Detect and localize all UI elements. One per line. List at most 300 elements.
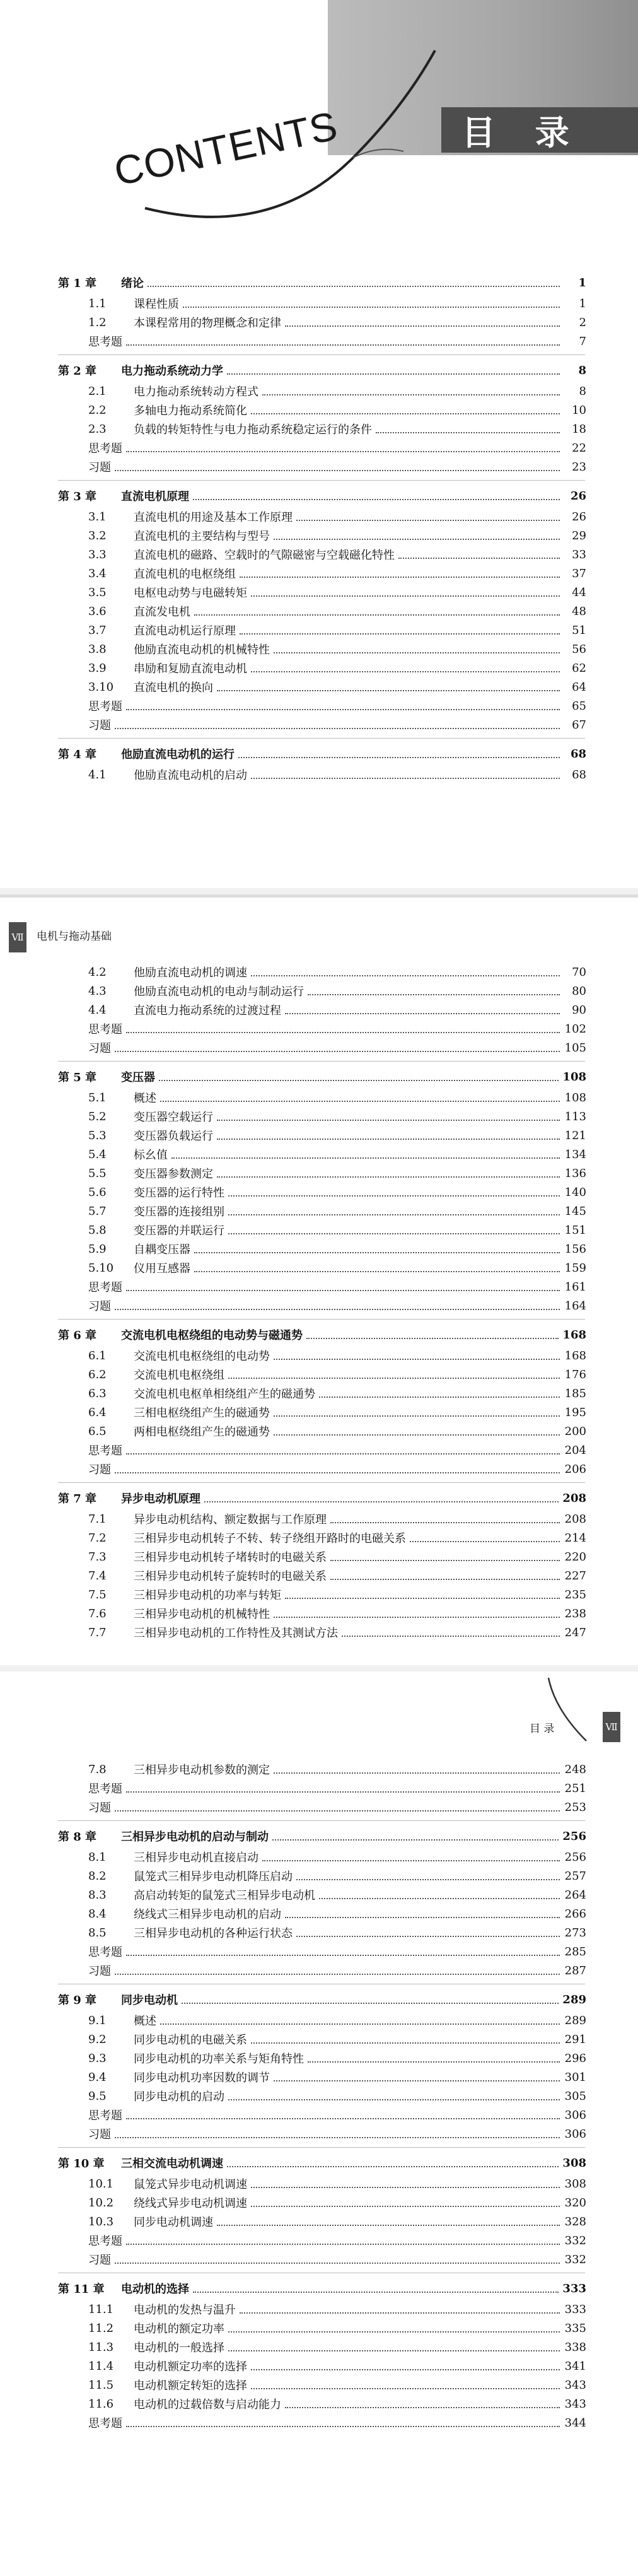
toc-number: 6.1 — [88, 1349, 107, 1362]
toc-title: 习题 — [88, 2254, 111, 2267]
toc-number: 4.2 — [88, 965, 107, 979]
toc-chapter-row[interactable] — [0, 1323, 638, 1346]
leader-dots — [238, 757, 560, 758]
leader-dots — [296, 520, 560, 521]
toc-title: 异步电动机原理 — [121, 1492, 200, 1506]
toc-section-row[interactable] — [0, 1623, 638, 1642]
toc-chapter-row[interactable] — [0, 1825, 638, 1847]
toc-section-row[interactable] — [0, 313, 638, 332]
toc-section-row[interactable] — [0, 526, 638, 545]
toc-title: 他励直流电动机的电动与制动运行 — [134, 985, 304, 998]
toc-chapter-row[interactable] — [0, 484, 638, 507]
leader-dots — [183, 307, 560, 308]
toc-section-row[interactable] — [0, 1547, 638, 1566]
leader-dots — [296, 1879, 560, 1880]
toc-section-row[interactable] — [0, 1145, 638, 1164]
toc-title: 同步电动机的启动 — [134, 2090, 224, 2104]
toc-page-number: 136 — [564, 1166, 586, 1180]
toc-title: 习题 — [88, 1300, 111, 1313]
leader-dots — [126, 2118, 560, 2119]
toc-title: 变压器的运行特性 — [134, 1186, 224, 1200]
toc-number: 3.6 — [88, 604, 107, 618]
leader-dots — [306, 1338, 559, 1339]
toc-page-number: 10 — [572, 403, 586, 417]
leader-dots — [398, 558, 560, 559]
toc-page-number: 335 — [564, 2321, 586, 2335]
toc-title: 变压器的连接组别 — [134, 1205, 224, 1219]
toc-number: 11.3 — [88, 2340, 114, 2354]
leader-dots — [126, 1955, 560, 1956]
toc-title: 直流发电机 — [134, 606, 190, 619]
toc-number: 9.1 — [88, 2013, 107, 2027]
leader-dots — [285, 1598, 560, 1599]
toc-section-row[interactable] — [0, 1904, 638, 1923]
leader-dots — [115, 1051, 560, 1052]
toc-title: 思考题 — [88, 1783, 122, 1796]
toc-number: 1.1 — [88, 296, 107, 310]
toc-title: 本课程常用的物理概念和定律 — [134, 317, 281, 330]
toc-exercise-row[interactable] — [0, 715, 638, 734]
toc-section-row[interactable] — [0, 1346, 638, 1365]
toc-number: 5.1 — [88, 1091, 107, 1104]
toc-title: 三相电枢绕组产生的磁通势 — [134, 1407, 270, 1420]
toc-section-row[interactable] — [0, 2319, 638, 2338]
toc-number: 第 11 章 — [58, 2283, 105, 2296]
toc-section-row[interactable] — [0, 583, 638, 602]
toc-section-row[interactable] — [0, 2356, 638, 2375]
toc-title: 他励直流电动机的机械特性 — [134, 643, 270, 657]
toc-page-number: 328 — [564, 2215, 586, 2228]
toc-section-row[interactable] — [0, 1509, 638, 1528]
toc-number: 9.2 — [88, 2032, 107, 2046]
toc-page-number: 37 — [572, 566, 586, 580]
toc-page-number: 145 — [564, 1204, 586, 1218]
toc-title: 三相异步电动机直接启动 — [134, 1851, 258, 1865]
toc-page-number: 8 — [578, 363, 586, 377]
toc-section-row[interactable] — [0, 2300, 638, 2319]
leader-dots — [204, 1501, 559, 1502]
toc-page-number: 289 — [564, 2013, 586, 2027]
leader-dots — [272, 1839, 559, 1841]
toc-section-row[interactable] — [0, 621, 638, 640]
toc-title: 思考题 — [88, 1946, 122, 1959]
toc-page-number: 343 — [564, 2397, 586, 2411]
toc-section-row[interactable] — [0, 1604, 638, 1623]
page-roman-tab: Ⅶ — [9, 922, 26, 952]
toc-number: 3.1 — [88, 510, 107, 524]
leader-dots — [251, 975, 560, 976]
toc-page-number: 308 — [562, 2156, 586, 2170]
toc-page-number: 343 — [564, 2378, 586, 2392]
toc-page-number: 121 — [564, 1128, 586, 1142]
leader-dots — [217, 1139, 560, 1140]
toc-number: 4.1 — [88, 768, 107, 782]
toc-page-number: 266 — [564, 1907, 586, 1921]
toc-chapter-row[interactable] — [0, 1988, 638, 2011]
leader-dots — [240, 633, 560, 635]
toc-number: 5.9 — [88, 1242, 107, 1256]
toc-page-number: 238 — [564, 1607, 586, 1620]
toc-page-number: 168 — [562, 1328, 586, 1342]
toc-number: 10.3 — [88, 2215, 114, 2228]
toc-page-number: 220 — [564, 1550, 586, 1564]
leader-dots — [115, 1472, 560, 1473]
toc-exercise-row[interactable] — [0, 1296, 638, 1315]
toc-chapter-row[interactable] — [0, 742, 638, 765]
toc-page-1 — [0, 0, 638, 894]
toc-number: 8.3 — [88, 1888, 107, 1902]
toc-title: 三相异步电动机转子不转、转子绕组开路时的电磁关系 — [134, 1532, 406, 1545]
leader-dots — [217, 2225, 560, 2226]
toc-section-row[interactable] — [0, 507, 638, 526]
toc-page-number: 108 — [562, 1070, 586, 1084]
toc-title: 同步电动机 — [121, 1994, 178, 2007]
toc-exercise-row[interactable] — [0, 1942, 638, 1961]
toc-title: 同步电动机的功率关系与矩角特性 — [134, 2052, 304, 2066]
toc-page-number: 235 — [564, 1588, 586, 1601]
toc-title: 仪用互感器 — [134, 1262, 190, 1275]
leader-dots — [285, 1917, 560, 1918]
toc-title: 电力拖动系统转动方程式 — [134, 385, 258, 399]
toc-section-row[interactable] — [0, 1866, 638, 1885]
toc-chapter-row[interactable] — [0, 359, 638, 382]
toc-section-row[interactable] — [0, 1164, 638, 1183]
toc-page-number: 248 — [564, 1762, 586, 1776]
page-title: 目 录 — [461, 113, 583, 153]
toc-section-row[interactable] — [0, 1183, 638, 1202]
toc-number: 11.5 — [88, 2378, 114, 2392]
toc-exercise-row[interactable] — [0, 2105, 638, 2124]
toc-title: 电动机的过载倍数与启动能力 — [134, 2398, 281, 2411]
toc-section-row[interactable] — [0, 1107, 638, 1126]
toc-section-row[interactable] — [0, 2193, 638, 2212]
toc-number: 10.1 — [88, 2177, 114, 2191]
toc-exercise-row[interactable] — [0, 1779, 638, 1798]
toc-exercise-row[interactable] — [0, 1798, 638, 1817]
toc-section-row[interactable] — [0, 981, 638, 1000]
toc-page-number: 68 — [570, 747, 586, 761]
toc-chapter-row[interactable] — [0, 1487, 638, 1509]
toc-page-number: 26 — [570, 489, 586, 503]
toc-section-row[interactable] — [0, 545, 638, 564]
leader-dots — [262, 1860, 560, 1861]
toc-page-number: 1 — [579, 296, 586, 310]
toc-section-row[interactable] — [0, 765, 638, 784]
toc-page-number: 151 — [564, 1223, 586, 1237]
section-divider — [58, 1061, 585, 1062]
toc-number: 6.5 — [88, 1424, 107, 1438]
toc-title: 电动机额定转矩的选择 — [134, 2379, 247, 2392]
toc-section-row[interactable] — [0, 1422, 638, 1441]
toc-section-row[interactable] — [0, 659, 638, 677]
leader-dots — [126, 1290, 560, 1291]
leader-dots — [217, 690, 560, 691]
toc-number: 8.1 — [88, 1850, 107, 1864]
toc-title: 直流电力拖动系统的过渡过程 — [134, 1004, 281, 1017]
toc-page-number: 18 — [572, 422, 586, 436]
toc-title: 习题 — [88, 2128, 111, 2141]
leader-dots — [148, 286, 560, 287]
toc-page-number: 56 — [572, 642, 586, 656]
toc-section-row[interactable] — [0, 1847, 638, 1866]
leader-dots — [228, 2331, 560, 2333]
toc-number: 3.9 — [88, 661, 107, 675]
toc-exercise-row[interactable] — [0, 1460, 638, 1478]
toc-page-number: 333 — [562, 2281, 586, 2295]
toc-page-number: 338 — [564, 2340, 586, 2354]
toc-page-number: 256 — [562, 1829, 586, 1843]
toc-section-row[interactable] — [0, 2049, 638, 2068]
toc-title: 三相异步电动机的功率与转矩 — [134, 1589, 281, 1602]
leader-dots — [115, 1309, 560, 1310]
toc-title: 电动机的额定功率 — [134, 2322, 224, 2336]
leader-dots — [115, 470, 560, 471]
toc-exercise-row[interactable] — [0, 438, 638, 457]
toc-page-number: 168 — [564, 1349, 586, 1362]
toc-title: 同步电动机的电磁关系 — [134, 2034, 247, 2047]
toc-section-row[interactable] — [0, 401, 638, 419]
toc-section-row[interactable] — [0, 1384, 638, 1403]
toc-number: 3.4 — [88, 566, 107, 580]
leader-dots — [115, 2263, 560, 2264]
toc-section-row[interactable] — [0, 1885, 638, 1904]
toc-page-number: 68 — [572, 768, 586, 782]
toc-exercise-row[interactable] — [0, 2231, 638, 2250]
toc-page-number: 296 — [564, 2051, 586, 2065]
toc-page-number: 161 — [564, 1280, 586, 1294]
leader-dots — [296, 1936, 560, 1937]
toc-number: 4.3 — [88, 984, 107, 998]
toc-exercise-row[interactable] — [0, 1038, 638, 1057]
toc-page-number: 332 — [564, 2252, 586, 2266]
toc-section-row[interactable] — [0, 2212, 638, 2231]
toc-page-number: 102 — [564, 1022, 586, 1036]
toc-page-number: 105 — [564, 1041, 586, 1055]
toc-title: 绕线式异步电动机调速 — [134, 2197, 247, 2210]
toc-section-row[interactable] — [0, 1000, 638, 1019]
toc-chapter-row[interactable] — [0, 2152, 638, 2174]
toc-title: 直流电机原理 — [121, 490, 189, 503]
toc-section-row[interactable] — [0, 382, 638, 401]
leader-dots — [274, 539, 560, 540]
toc-section-row[interactable] — [0, 2030, 638, 2049]
toc-number: 7.2 — [88, 1531, 107, 1545]
toc-number: 8.5 — [88, 1926, 107, 1940]
section-divider — [58, 1482, 585, 1483]
toc-number: 7.7 — [88, 1625, 107, 1639]
toc-number: 3.7 — [88, 623, 107, 637]
toc-number: 2.1 — [88, 384, 107, 398]
leader-dots — [227, 2166, 559, 2167]
leader-dots — [274, 1772, 560, 1774]
section-divider — [58, 738, 585, 739]
toc-section-row[interactable] — [0, 1221, 638, 1239]
toc-title: 直流电机的用途及基本工作原理 — [134, 511, 293, 524]
toc-section-row[interactable] — [0, 1126, 638, 1145]
toc-section-row[interactable] — [0, 1585, 638, 1604]
leader-dots — [228, 2350, 560, 2351]
toc-page-number: 273 — [564, 1926, 586, 1940]
leader-dots — [274, 1415, 560, 1417]
toc-number: 第 2 章 — [58, 365, 97, 378]
toc-number: 5.2 — [88, 1109, 107, 1123]
toc-title: 电枢电动势与电磁转矩 — [134, 587, 247, 600]
toc-section-row[interactable] — [0, 677, 638, 696]
toc-title: 两相电枢绕组产生的磁通势 — [134, 1426, 270, 1439]
toc-number: 第 9 章 — [58, 1994, 97, 2007]
toc-section-row[interactable] — [0, 1528, 638, 1547]
leader-dots — [410, 1541, 560, 1542]
toc-title: 三相异步电动机的启动与制动 — [121, 1830, 269, 1844]
leader-dots — [115, 1810, 560, 1812]
toc-page-number: 70 — [572, 965, 586, 979]
leader-dots — [194, 1252, 560, 1253]
toc-page-number: 256 — [564, 1850, 586, 1864]
toc-section-row[interactable] — [0, 2338, 638, 2356]
toc-number: 6.3 — [88, 1386, 107, 1400]
section-divider — [58, 1319, 585, 1320]
toc-number: 8.4 — [88, 1907, 107, 1921]
toc-page-number: 251 — [564, 1781, 586, 1795]
contents-word: CONTENTS — [110, 102, 342, 195]
toc-title: 直流电机的电枢绕组 — [134, 568, 236, 581]
toc-chapter-row[interactable] — [0, 271, 638, 294]
toc-exercise-row[interactable] — [0, 457, 638, 476]
toc-page-number: 287 — [564, 1964, 586, 1977]
toc-number: 5.4 — [88, 1147, 107, 1161]
toc-page-number: 253 — [564, 1800, 586, 1814]
toc-section-row[interactable] — [0, 2011, 638, 2030]
leader-dots — [171, 1157, 560, 1159]
toc-page-number: 90 — [572, 1003, 586, 1017]
toc-page-number: 7 — [579, 334, 586, 348]
toc-number: 8.2 — [88, 1869, 107, 1883]
toc-number: 11.1 — [88, 2302, 114, 2316]
section-divider — [58, 354, 585, 355]
toc-title: 习题 — [88, 719, 111, 732]
header-swoosh-decoration — [0, 1671, 638, 1760]
toc-page-number: 214 — [564, 1531, 586, 1545]
toc-number: 第 4 章 — [58, 748, 97, 761]
toc-section-row[interactable] — [0, 1088, 638, 1107]
leader-dots — [193, 499, 560, 500]
toc-page-number: 227 — [564, 1569, 586, 1583]
toc-page-number: 344 — [564, 2416, 586, 2430]
toc-title: 课程性质 — [134, 298, 179, 311]
leader-dots — [159, 1080, 559, 1081]
leader-dots — [251, 2369, 560, 2370]
toc-title: 同步电动机功率因数的调节 — [134, 2071, 270, 2085]
toc-page-number: 208 — [562, 1491, 586, 1505]
toc-number: 7.1 — [88, 1512, 107, 1526]
toc-exercise-row[interactable] — [0, 696, 638, 715]
toc-section-row[interactable] — [0, 2068, 638, 2087]
leader-dots — [115, 2137, 560, 2138]
toc-exercise-row[interactable] — [0, 1961, 638, 1980]
toc-number: 2.3 — [88, 422, 107, 436]
leader-dots — [228, 1233, 560, 1234]
toc-section-row[interactable] — [0, 294, 638, 313]
toc-title: 思考题 — [88, 2417, 122, 2430]
toc-exercise-row[interactable] — [0, 1277, 638, 1296]
toc-page-number: 176 — [564, 1367, 586, 1381]
toc-number: 3.10 — [88, 680, 114, 694]
toc-section-row[interactable] — [0, 2174, 638, 2193]
toc-section-row[interactable] — [0, 2375, 638, 2394]
toc-number: 5.6 — [88, 1185, 107, 1199]
toc-section-row[interactable] — [0, 602, 638, 621]
leader-dots — [330, 1579, 560, 1580]
toc-title: 电力拖动系统动力学 — [121, 365, 223, 378]
toc-section-row[interactable] — [0, 640, 638, 659]
toc-exercise-row[interactable] — [0, 2250, 638, 2269]
toc-number: 6.4 — [88, 1405, 107, 1419]
toc-title: 绕线式三相异步电动机的启动 — [134, 1908, 281, 1921]
toc-number: 7.5 — [88, 1588, 107, 1601]
leader-dots — [126, 1791, 560, 1793]
leader-dots — [126, 709, 560, 710]
toc-list — [0, 1760, 638, 2432]
running-header-label: 目 录 — [530, 1723, 555, 1735]
toc-title: 鼠笼式异步电动机调速 — [134, 2178, 247, 2191]
leader-dots — [126, 2244, 560, 2245]
toc-page-number: 257 — [564, 1869, 586, 1883]
toc-section-row[interactable] — [0, 419, 638, 438]
toc-page-number: 332 — [564, 2234, 586, 2247]
toc-title: 思考题 — [88, 700, 122, 713]
toc-title: 思考题 — [88, 2109, 122, 2122]
toc-exercise-row[interactable] — [0, 2124, 638, 2143]
toc-section-row[interactable] — [0, 1258, 638, 1277]
toc-list — [0, 271, 638, 784]
toc-section-row[interactable] — [0, 1365, 638, 1384]
leader-dots — [330, 1522, 560, 1523]
leader-dots — [160, 1101, 560, 1102]
toc-exercise-row[interactable] — [0, 2413, 638, 2432]
leader-dots — [251, 595, 560, 597]
toc-section-row[interactable] — [0, 1760, 638, 1779]
toc-section-row[interactable] — [0, 1403, 638, 1422]
leader-dots — [274, 1617, 560, 1618]
toc-exercise-row[interactable] — [0, 332, 638, 351]
toc-page-number: 206 — [564, 1462, 586, 1476]
toc-exercise-row[interactable] — [0, 1441, 638, 1460]
toc-section-row[interactable] — [0, 1202, 638, 1221]
toc-section-row[interactable] — [0, 1239, 638, 1258]
toc-section-row[interactable] — [0, 2394, 638, 2413]
leader-dots — [285, 1013, 560, 1014]
toc-number: 2.2 — [88, 403, 107, 417]
toc-title: 电动机额定功率的选择 — [134, 2360, 247, 2374]
toc-page-number: 185 — [564, 1386, 586, 1400]
leader-dots — [240, 2312, 560, 2314]
leader-dots — [251, 2187, 560, 2188]
toc-title: 思考题 — [88, 442, 122, 455]
toc-page-number: 320 — [564, 2196, 586, 2210]
toc-chapter-row[interactable] — [0, 2277, 638, 2300]
toc-section-row[interactable] — [0, 1566, 638, 1585]
toc-title: 异步电动机结构、额定数据与工作原理 — [134, 1513, 327, 1526]
toc-exercise-row[interactable] — [0, 1019, 638, 1038]
toc-section-row[interactable] — [0, 963, 638, 981]
toc-section-row[interactable] — [0, 1923, 638, 1942]
toc-section-row[interactable] — [0, 564, 638, 583]
toc-number: 1.2 — [88, 315, 107, 329]
page-gap — [0, 1665, 638, 1671]
toc-section-row[interactable] — [0, 2087, 638, 2105]
toc-title: 交流电机电枢单相绕组产生的磁通势 — [134, 1388, 315, 1401]
toc-chapter-row[interactable] — [0, 1065, 638, 1088]
